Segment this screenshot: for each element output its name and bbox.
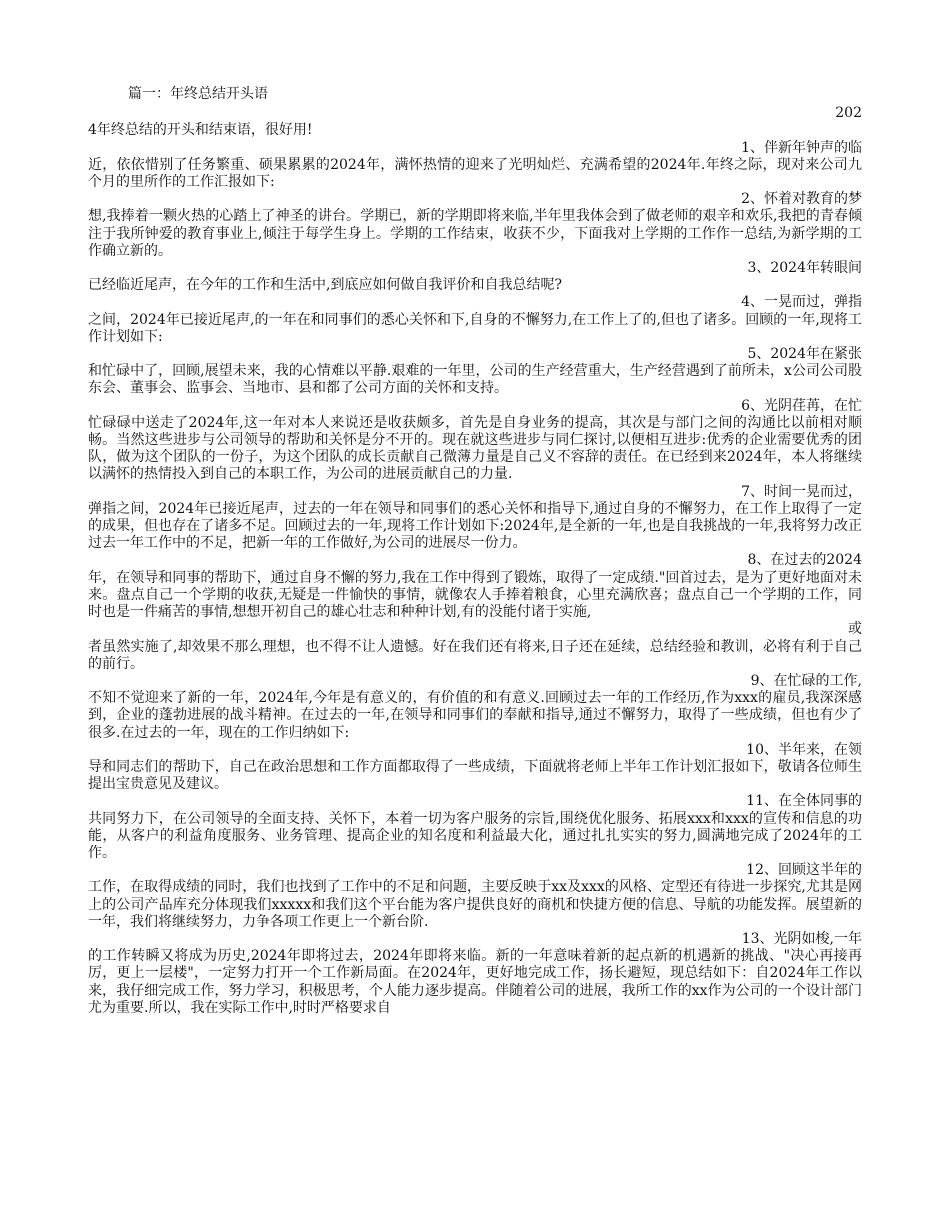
item-8b-head: 或 (848, 621, 862, 638)
item-4-head: 4、一晃而过，弹指 (741, 294, 862, 311)
item-6-body: 忙碌碌中送走了2024年,这一年对本人来说还是收获颇多，首先是自身业务的提高，其次是与部门之间的沟通比以前相对顺畅。当然这些进步与公司领导的帮助和关怀是分不开的。现在就这些进步与同仁探讨,以便相互进步:优秀的企业需要优秀的团队，做为这个团队的一份子，为这个团队的成长贡献自己微薄力量是自己义不容辞的责任。在已经到来2024年，本人将继续以满怀的热情投入到自己的本职工作，为公司的进展贡献自己的力量. (88, 414, 862, 483)
item-11-head: 11、在全体同事的 (746, 793, 862, 810)
item-11-body: 共同努力下，在公司领导的全面支持、关怀下，本着一切为客户服务的宗旨,围绕优化服务、拓展xxx和xxx的宣传和信息的功能，从客户的利益角度服务、业务管理、提高企业的知名度和利益最大化，通过扎扎实实的努力,圆满地完成了2024年的工作。 (88, 810, 862, 861)
item-1-body: 近，依依惜别了任务繁重、硕果累累的2024年，满怀热情的迎来了光明灿烂、充满希望的2024年.年终之际，现对来公司九个月的里所作的工作汇报如下: (88, 156, 862, 191)
item-7-body: 弹指之间，2024年已接近尾声，过去的一年在领导和同事们的悉心关怀和指导下,通过自身的不懈努力，在工作上取得了一定的成果，但也存在了诸多不足。回顾过去的一年,现将工作计划如下:2024年,是全新的一年,也是自我挑战的一年,我将努力改正过去一年工作中的不足，把新一年的工作做好,为公司的进展尽一份力。 (88, 500, 862, 552)
item-9-body: 不知不觉迎来了新的一年，2024年,今年是有意义的，有价值的和有意义.回顾过去一年的工作经历,作为xxx的雇员,我深深感到，企业的蓬勃进展的战斗精神。在过去的一年,在领导和同事们的奉献和指导,通过不懈努力，取得了一些成绩，但也有少了很多.在过去的一年，现在的工作归纳如下: (88, 690, 862, 741)
item-13-body: 的工作转瞬又将成为历史,2024年即将过去，2024年即将来临。新的一年意味着新的起点新的机遇新的挑战、"决心再接再厉，更上一层楼"，一定努力打开一个工作新局面。在2024年，更好地完成工作，扬长避短，现总结如下：自2024年工作以来，我仔细完成工作，努力学习，积极思考，个人能力逐步提高。伴随着公司的进展，我所工作的xx作为公司的一个设计部门尤为重要.所以，我在实际工作中,时时严格要求自 (88, 948, 862, 1016)
item-2-body: 想,我捧着一颗火热的心踏上了神圣的讲台。学期已，新的学期即将来临,半年里我体会到了做老师的艰辛和欢乐,我把的青春倾注于我所钟爱的教育事业上,倾注于每学生身上。学期的工作结束，收获不少，下面我对上学期的工作作一总结,为新学期的工作确立新的。 (88, 208, 862, 259)
item-12-body: 工作，在取得成绩的同时，我们也找到了工作中的不足和问题，主要反映于xx及xxx的风格、定型还有待进一步探究,尤其是网上的公司产品库充分体现我们xxxxx和我们这个平台能为客户提供良好的商机和快捷方便的信息、导航的功能发挥。展望新的一年，我们将继续努力，力争各项工作更上一个新台阶. (88, 879, 862, 930)
item-7-head: 7、时间一晃而过， (741, 483, 862, 500)
intro-tail: 202 (835, 105, 862, 122)
item-8b-body: 者虽然实施了,却效果不那么理想，也不得不让人遗憾。好在我们还有将来,日子还在延续，总结经验和教训，必将有利于自己的前行。 (88, 638, 862, 672)
item-8-head: 8、在过去的2024 (747, 552, 862, 569)
item-10-body: 导和同志们的帮助下，自己在政治思想和工作方面都取得了一些成绩，下面就将老师上半年工作计划汇报如下，敬请各位师生提出宝贵意见及建议。 (88, 758, 862, 793)
intro-body: 4年终总结的开头和结束语，很好用! (88, 122, 313, 139)
item-6-head: 6、光阴荏苒，在忙 (741, 397, 862, 414)
item-3-head: 3、2024年转眼间 (747, 260, 862, 277)
item-12-head: 12、回顾这半年的 (746, 862, 862, 879)
item-5-body: 和忙碌中了，回顾,展望未来，我的心情难以平静.艰难的一年里，公司的生产经营重大，生产经营遇到了前所未，x公司公司股东会、董事会、监事会、当地市、县和都了公司方面的关怀和支持。 (88, 363, 862, 397)
item-13-head: 13、光阴如梭,一年 (741, 930, 862, 947)
item-5-head: 5、2024年在紧张 (747, 346, 862, 363)
item-2-head: 2、怀着对教育的梦 (741, 191, 862, 208)
item-8-body: 年，在领导和同事的帮助下，通过自身不懈的努力,我在工作中得到了锻炼，取得了一定成绩."回首过去，是为了更好地面对未来。盘点自己一个学期的收获,无疑是一件愉快的事情，就像农人手捧着粮食，心里充满欣喜；盘点自己一个学期的工作，同时也是一件痛苦的事情,想想开初自己的雄心壮志和种种计划,有的没能付诸于实施, (88, 569, 862, 621)
item-1-head: 1、伴新年钟声的临 (741, 139, 862, 156)
item-3-body: 已经临近尾声，在今年的工作和生活中,到底应如何做自我评价和自我总结呢? (88, 277, 562, 294)
item-9-head: 9、在忙碌的工作, (750, 672, 862, 689)
document-title: 篇一：年终总结开头语 (128, 86, 268, 102)
item-4-body: 之间，2024年已接近尾声,的一年在和同事们的悉心关怀和下,自身的不懈努力,在工作上了的,但也了诸多。回顾的一年,现将工作计划如下: (88, 311, 862, 345)
item-10-head: 10、半年来，在领 (746, 741, 862, 758)
